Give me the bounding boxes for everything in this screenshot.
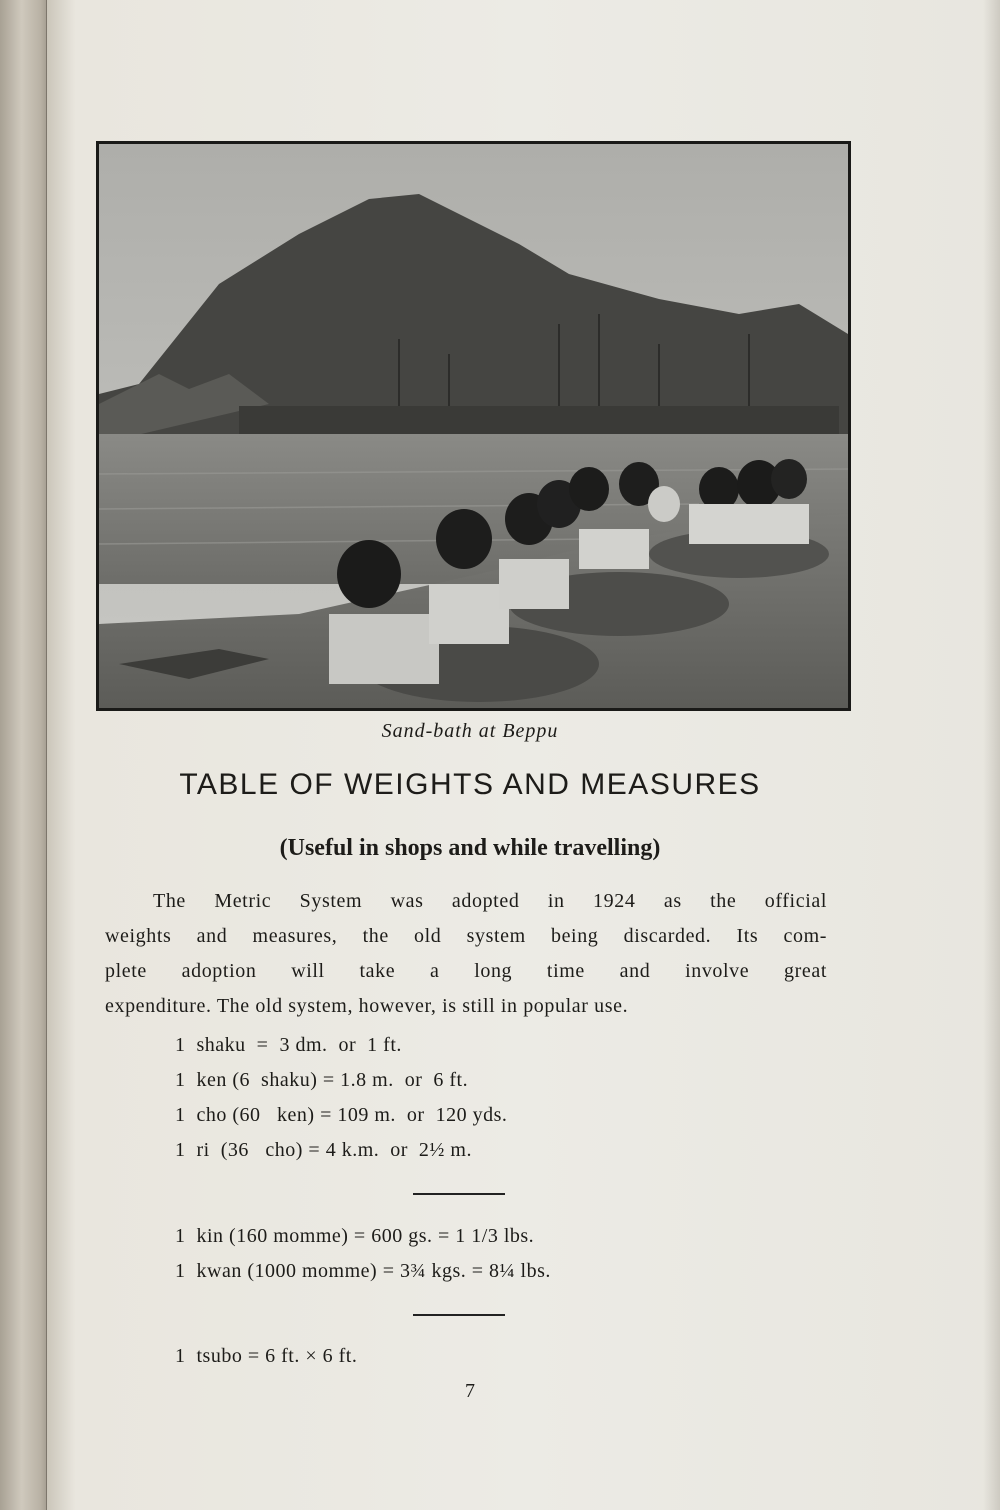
section-divider (413, 1314, 505, 1316)
sand-bath-photo (96, 141, 851, 711)
page-edge-shadow (983, 0, 1000, 1510)
length-row: 1 cho (60 ken) = 109 m. or 120 yds. (175, 1104, 508, 1126)
weight-row: 1 kin (160 momme) = 600 gs. = 1 1/3 lbs. (175, 1225, 535, 1247)
area-row: 1 tsubo = 6 ft. × 6 ft. (175, 1345, 358, 1367)
weight-row: 1 kwan (1000 momme) = 3¾ kgs. = 8¼ lbs. (175, 1260, 551, 1282)
length-row: 1 ken (6 shaku) = 1.8 m. or 6 ft. (175, 1069, 469, 1091)
intro-line: weights and measures, the old system being discarded. Its com- (105, 925, 827, 947)
intro-paragraph (105, 884, 827, 1024)
intro-line: plete adoption will take a long time and involve great (105, 960, 827, 982)
section-divider (413, 1193, 505, 1195)
length-row: 1 ri (36 cho) = 4 k.m. or 2½ m. (175, 1139, 472, 1161)
page-subtitle: (Useful in shops and while travelling) (279, 835, 661, 861)
intro-line: expenditure. The old system, however, is still in popular use. (105, 995, 629, 1017)
page-number: 7 (465, 1380, 475, 1402)
photo-caption: Sand-bath at Beppu (381, 720, 559, 742)
intro-line: The Metric System was adopted in 1924 as the official (153, 890, 827, 912)
page-title: TABLE OF WEIGHTS AND MEASURES (179, 768, 761, 801)
length-row: 1 shaku = 3 dm. or 1 ft. (175, 1034, 402, 1056)
